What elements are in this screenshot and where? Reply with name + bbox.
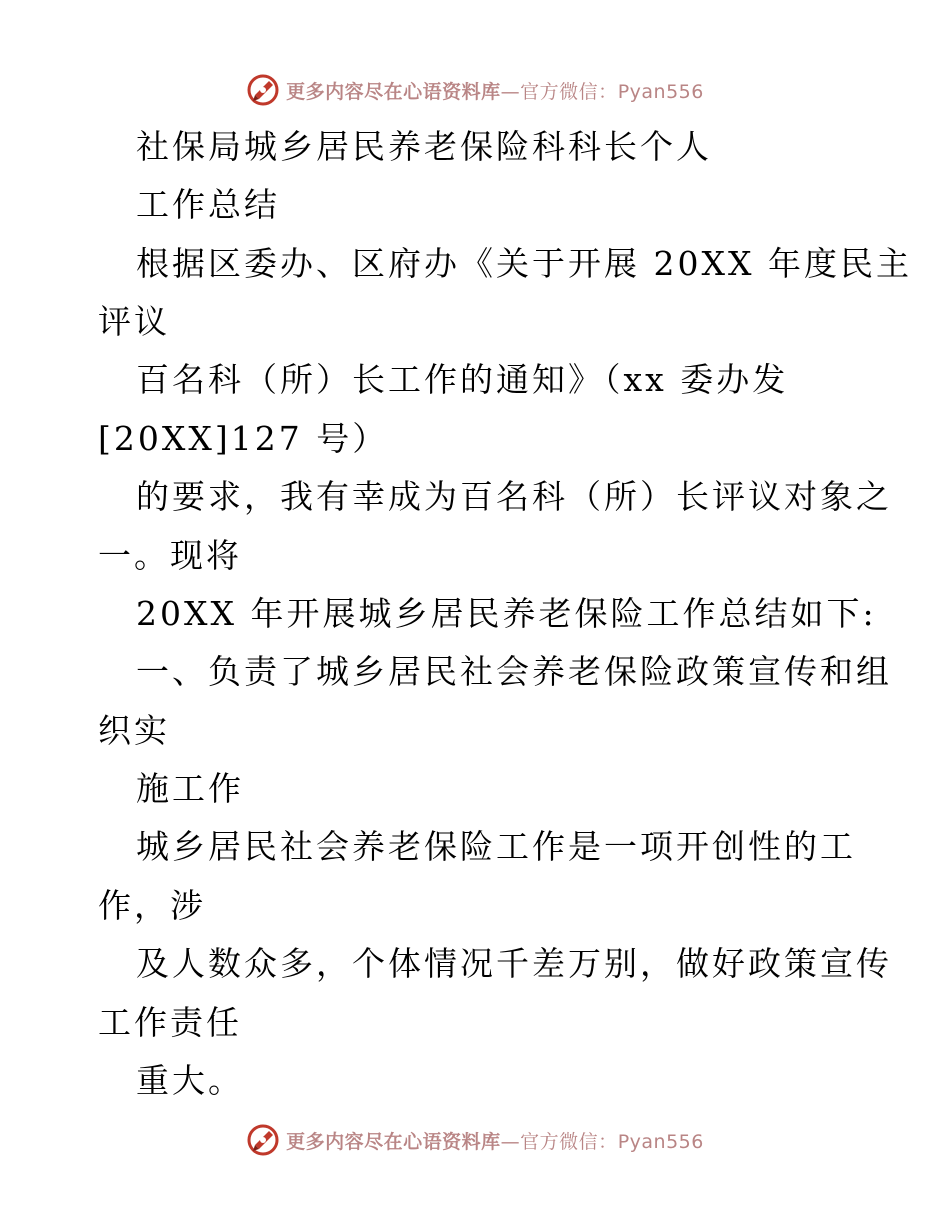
- document-title-line-2: 工作总结: [136, 185, 280, 224]
- paragraph-line: 城乡居民社会养老保险工作是一项开创性的工: [136, 827, 856, 866]
- banner-official-label: 官方微信：: [520, 80, 618, 103]
- banner-content: [246, 1123, 704, 1157]
- section-heading-line: 施工作: [136, 769, 244, 808]
- pen-logo-icon: [246, 1123, 280, 1157]
- paragraph-line: 作，涉: [98, 886, 206, 925]
- paragraph-line: 20XX 年开展城乡居民养老保险工作总结如下:: [136, 594, 877, 633]
- document-title-line-1: 社保局城乡居民养老保险科科长个人: [136, 127, 712, 166]
- banner-text: [286, 1127, 704, 1154]
- banner-site-name: 更多内容尽在心语资料库: [286, 80, 501, 103]
- banner-wechat-id: Pyan556: [617, 1130, 704, 1153]
- paragraph-line: 根据区委办、区府办《关于开展 20XX 年度民主: [136, 244, 912, 283]
- paragraph-line: 评议: [98, 302, 170, 341]
- paragraph-line: 的要求，我有幸成为百名科（所）长评议对象之: [136, 477, 892, 516]
- footer-banner: [0, 1120, 950, 1160]
- paragraph-line: 工作责任: [98, 1003, 242, 1042]
- banner-official-label: 官方微信：: [520, 1130, 618, 1153]
- paragraph-line: [20XX]127 号）: [98, 419, 389, 458]
- header-banner: [0, 70, 950, 110]
- paragraph-line: 重大。: [136, 1061, 244, 1100]
- pen-logo-icon: [246, 73, 280, 107]
- banner-dash: —: [500, 80, 521, 103]
- section-heading-line: 织实: [98, 711, 170, 750]
- banner-text: [286, 77, 704, 104]
- paragraph-line: 百名科（所）长工作的通知》（xx 委办发: [136, 360, 789, 399]
- section-heading-line: 一、负责了城乡居民社会养老保险政策宣传和组: [136, 652, 892, 691]
- banner-wechat-id: Pyan556: [617, 80, 704, 103]
- paragraph-line: 一。现将: [98, 536, 242, 575]
- banner-content: [246, 73, 704, 107]
- paragraph-line: 及人数众多，个体情况千差万别，做好政策宣传: [136, 944, 892, 983]
- banner-dash: —: [500, 1130, 521, 1153]
- banner-site-name: 更多内容尽在心语资料库: [286, 1130, 501, 1153]
